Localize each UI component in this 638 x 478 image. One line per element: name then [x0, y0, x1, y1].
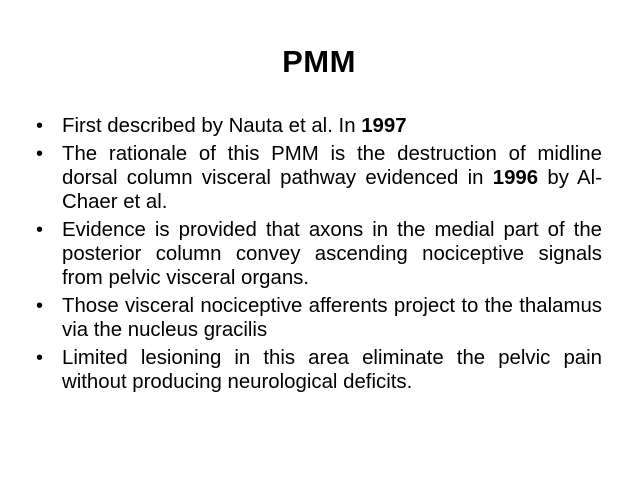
bullet-dot-icon: •: [36, 219, 44, 241]
bullet-list: [36, 114, 602, 398]
bullet-text: Evidence is provided that axons in the medial part of the posterior column convey ascending nociceptive signals from pelvic visceral organs.: [62, 219, 602, 289]
bullet-item: [36, 142, 602, 214]
bullet-item: [36, 346, 602, 394]
bullet-text: Those visceral nociceptive afferents project to the thalamus via the nucleus gracilis: [62, 295, 602, 341]
bullet-dot-icon: •: [36, 115, 44, 137]
bullet-item: [36, 114, 602, 138]
bullet-item: [36, 294, 602, 342]
bullet-text: Limited lesioning in this area eliminate the pelvic pain without producing neurological deficits.: [62, 347, 602, 393]
bullet-dot-icon: •: [36, 347, 44, 369]
slide-title: PMM: [282, 44, 356, 79]
bullet-dot-icon: •: [36, 295, 44, 317]
bullet-text: First described by Nauta et al. In 1997: [62, 115, 407, 137]
bullet-text: The rationale of this PMM is the destruction of midline dorsal column visceral pathway evidenced in 1996 by Al-Chaer et al.: [62, 143, 602, 213]
bullet-dot-icon: •: [36, 143, 44, 165]
bullet-item: [36, 218, 602, 290]
